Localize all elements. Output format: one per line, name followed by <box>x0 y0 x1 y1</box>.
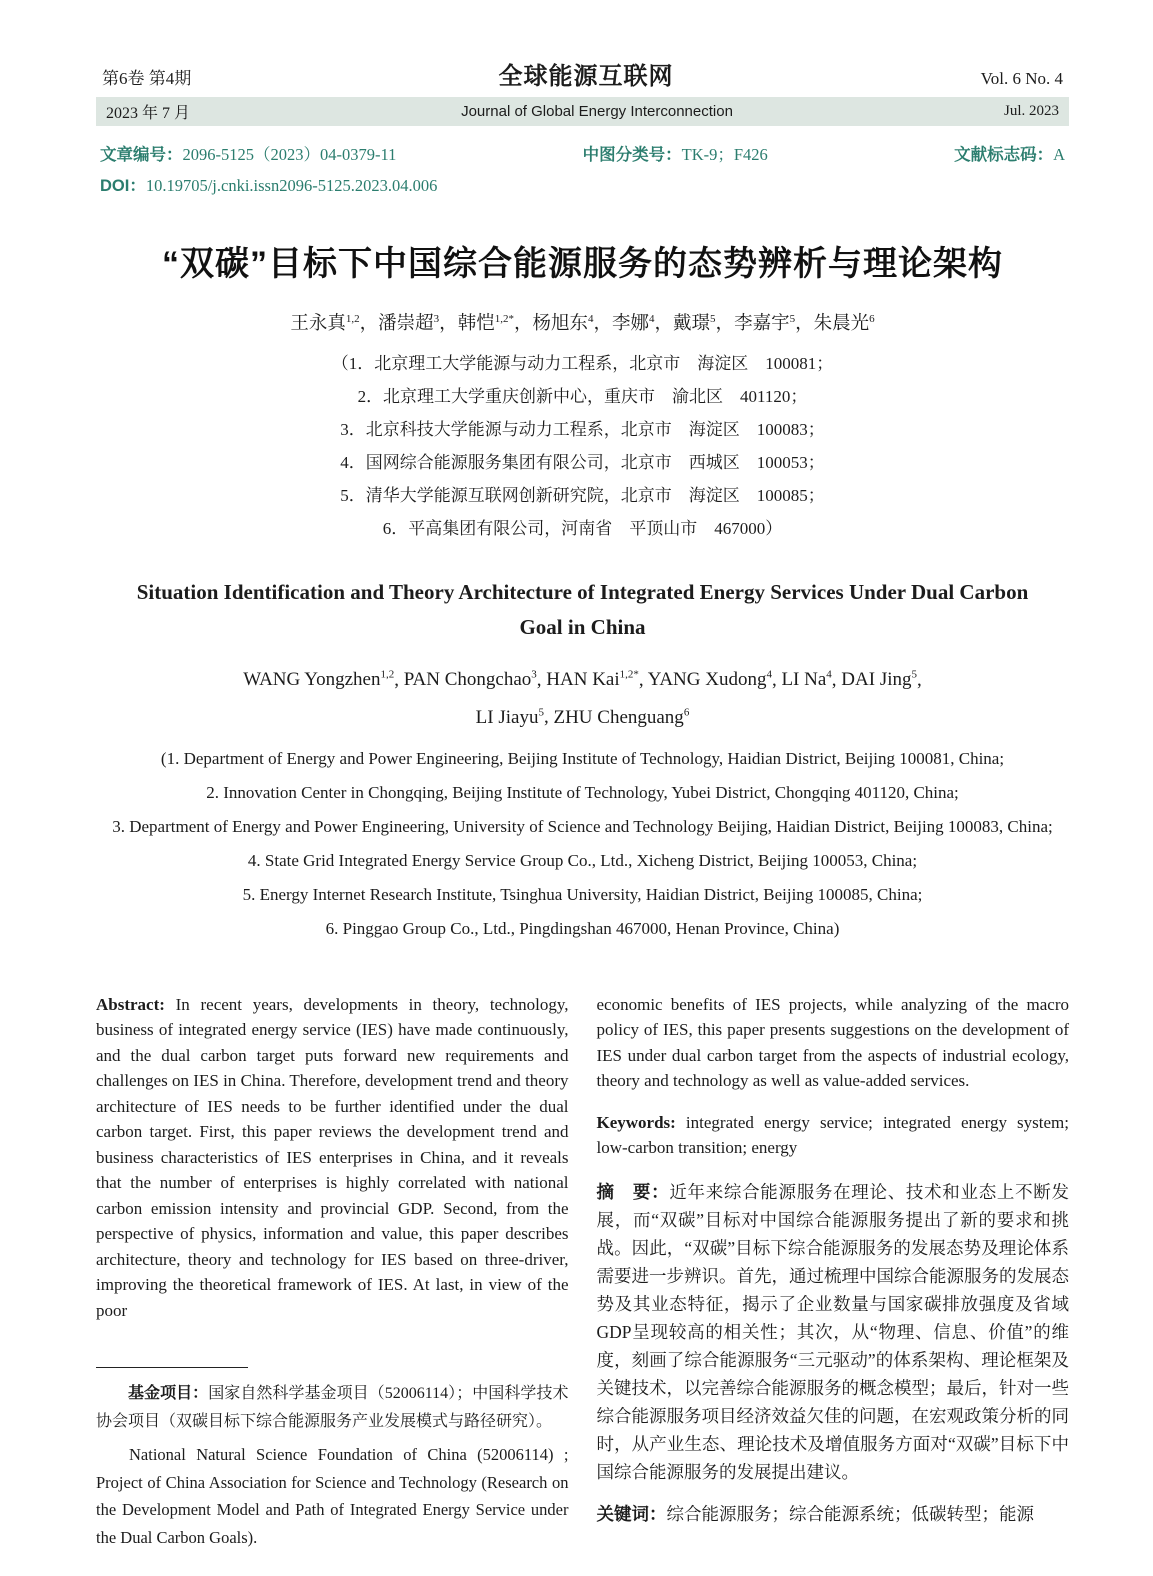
keywords-en-label: Keywords: <box>596 1112 676 1132</box>
article-id-label: 文章编号： <box>100 146 183 164</box>
affiliation-line: (1. Department of Energy and Power Engineering, Beijing Institute of Technology, Haidian District, Beijing 100081, China; <box>160 748 1005 768</box>
affiliations-cn <box>96 347 1069 545</box>
author-name: ZHU Chenguang$^6$ <box>553 706 690 728</box>
author-name: HAN Kai$^{1,2*}$ <box>546 669 639 691</box>
document-code-value: A <box>1053 145 1065 164</box>
authors-cn: 王永真$^{1,2}$，潘崇超$^3$，韩恺$^{1,2*}$，杨旭东$^4$，李娜$^4$，戴璟$^5$，李嘉宇$^5$，朱晨光$^6$ <box>290 312 875 334</box>
author-name: PAN Chongchao$^3$ <box>403 669 537 691</box>
journal-title-cn: 全球能源互联网 <box>498 63 674 90</box>
authors-en-line: WANG Yongzhen$^{1,2}$, PAN Chongchao$^3$, HAN Kai$^{1,2*}$, YANG Xudong$^4$, LI Na$^4$, DAI Jing$^5$, <box>243 669 922 691</box>
document-code <box>954 141 1065 165</box>
article-id-value: 2096-5125（2023）04-0379-11 <box>182 145 397 164</box>
author-affiliation-superscript: 1,2* <box>494 312 514 325</box>
author-name: YANG Xudong$^4$ <box>647 669 772 691</box>
footnote-en: National Natural Science Foundation of China (52006114) ; Project of China Association for Science and Technology (Research on the Development Model and Path of Integrated Energy Service under the Dual Carbon Goals). <box>96 1445 569 1547</box>
abstract-columns <box>96 992 1069 1552</box>
footnote-divider <box>96 1367 248 1368</box>
keywords-cn-label: 关键词： <box>596 1503 667 1524</box>
keywords-en <box>597 1110 1070 1161</box>
author-name: WANG Yongzhen$^{1,2}$ <box>243 669 395 691</box>
author-affiliation-superscript: 5 <box>911 669 917 681</box>
journal-date-cn: 2023 年 7 月 <box>106 105 191 122</box>
article-title-en: Situation Identification and Theory Architecture of Integrated Energy Services Under Dual Carbon Goal in China <box>136 580 1029 639</box>
footnote <box>96 1367 569 1551</box>
author-affiliation-superscript: 5 <box>538 706 544 719</box>
journal-volume-issue-en: Vol. 6 No. 4 <box>980 69 1063 88</box>
article-meta <box>96 141 1069 196</box>
article-doi <box>100 172 1065 196</box>
affiliation-line: 6．平高集团有限公司，河南省 平顶山市 467000） <box>382 519 783 538</box>
author-affiliation-superscript: 4 <box>826 669 832 681</box>
author-name: 戴璟$^5$ <box>673 312 716 334</box>
keywords-cn-text: 综合能源服务；综合能源系统；低碳转型；能源 <box>666 1503 1034 1524</box>
author-name: 韩恺$^{1,2*}$ <box>457 312 514 334</box>
author-affiliation-superscript: 3 <box>531 669 537 681</box>
author-affiliation-superscript: 6 <box>869 312 875 325</box>
clc-value: TK-9；F426 <box>681 145 768 164</box>
affiliation-line: 3．北京科技大学能源与动力工程系，北京市 海淀区 100083； <box>340 420 825 439</box>
keywords-cn <box>597 1500 1070 1528</box>
affiliation-line: 4．国网综合能源服务集团有限公司，北京市 西城区 100053； <box>340 453 825 472</box>
author-affiliation-superscript: 4 <box>766 669 772 681</box>
affiliation-line: 5. Energy Internet Research Institute, Tsinghua University, Haidian District, Beijing 100085, China; <box>242 884 923 904</box>
affiliation-line: （1．北京理工大学能源与动力工程系，北京市 海淀区 100081； <box>331 354 834 373</box>
author-name: DAI Jing$^5$ <box>841 669 917 691</box>
affiliation-line: 4. State Grid Integrated Energy Service Group Co., Ltd., Xicheng District, Beijing 100053, China; <box>247 850 918 870</box>
abstract-en-part1-text: In recent years, developments in theory, technology, business of integrated energy service (IES) have made continuously, and the dual carbon target puts forward new requirements and challenges on IES in China. Therefore, development trend and theory architecture of IES needs to be further identified under the dual carbon target. First, this paper reviews the development trend and business characteristics of IES enterprises in China, and it reveals that the number of enterprises is highly correlated with national carbon emission intensity and provincial GDP. Second, from the perspective of physics, information and value, this paper describes architecture, theory and technology for IES based on three-driver, improving the theoretical framework of IES. At last, in view of the poor <box>96 994 569 1320</box>
affiliation-line: 2. Innovation Center in Chongqing, Beijing Institute of Technology, Yubei District, Chongqing 401120, China; <box>206 782 959 802</box>
affiliation-line: 2．北京理工大学重庆创新中心，重庆市 渝北区 401120； <box>357 387 808 406</box>
abstract-cn <box>597 1178 1070 1486</box>
clc-label: 中图分类号： <box>582 146 682 164</box>
journal-date-en: Jul. 2023 <box>1003 103 1059 119</box>
journal-header-top-row <box>96 56 1069 97</box>
author-affiliation-superscript: 3 <box>433 312 440 325</box>
footnote-cn <box>96 1380 569 1435</box>
affiliations-en <box>96 742 1069 946</box>
journal-volume-issue-cn: 第6卷 第4期 <box>102 69 192 88</box>
author-name: 杨旭东$^4$ <box>532 312 594 334</box>
keywords-en-text: integrated energy service; integrated energy system; low-carbon transition; energy <box>596 1112 1069 1158</box>
left-column <box>96 992 569 1552</box>
author-affiliation-superscript: 1,2* <box>619 669 639 681</box>
abstract-cn-text: 近年来综合能源服务在理论、技术和业态上不断发展，而“双碳”目标对中国综合能源服务提出了新的要求和挑战。因此，“双碳”目标下综合能源服务的发展态势及理论体系需要进一步辨识。首先，通过梳理中国综合能源服务的发展态势及其业态特征，揭示了企业数量与国家碳排放强度及省域GDP呈现较高的相关性；其次，从“物理、信息、价值”的维度，刻画了综合能源服务“三元驱动”的体系架构、理论框架及关键技术，以完善综合能源服务的概念模型；最后，针对一些综合能源服务项目经济效益欠佳的问题，在宏观政策分析的同时，从产业生态、理论技术及增值服务方面对“双碳”目标下中国综合能源服务的发展提出建议。 <box>596 1181 1070 1482</box>
affiliation-line: 3. Department of Energy and Power Engineering, University of Science and Technology Beijing, Haidian District, Beijing 100083, China; <box>112 816 1053 836</box>
abstract-label: Abstract: <box>96 994 165 1014</box>
author-name: 李娜$^4$ <box>612 312 655 334</box>
author-name: 潘崇超$^3$ <box>378 312 440 334</box>
affiliation-line: 6. Pinggao Group Co., Ltd., Pingdingshan 467000, Henan Province, China) <box>325 918 840 938</box>
journal-header-band <box>96 97 1069 126</box>
author-name: LI Na$^4$ <box>781 669 832 691</box>
author-name: 王永真$^{1,2}$ <box>290 312 360 334</box>
author-affiliation-superscript: 1,2 <box>380 669 395 681</box>
author-affiliation-superscript: 4 <box>587 312 594 325</box>
article-id <box>100 141 396 165</box>
journal-header <box>96 56 1069 126</box>
author-affiliation-superscript: 5 <box>710 312 716 325</box>
doi-label: DOI： <box>100 177 146 195</box>
author-affiliation-superscript: 5 <box>789 312 796 325</box>
author-name: 朱晨光$^6$ <box>813 312 875 334</box>
funding-text-cn: 国家自然科学基金项目（52006114）；中国科学技术协会项目（双碳目标下综合能源服务产业发展模式与路径研究）。 <box>96 1385 569 1430</box>
document-code-label: 文献标志码： <box>954 146 1054 164</box>
abstract-en-part2: economic benefits of IES projects, while analyzing of the macro policy of IES, this paper presents suggestions on the development of IES under dual carbon target from the aspects of industrial ecology, theory and technology as well as value-added services. <box>596 994 1069 1091</box>
affiliation-line: 5．清华大学能源互联网创新研究院，北京市 海淀区 100085； <box>340 486 825 505</box>
journal-title-en: Journal of Global Energy Interconnection <box>461 103 733 120</box>
article-title-cn: “双碳”目标下中国综合能源服务的态势辨析与理论架构 <box>162 245 1003 283</box>
article-meta-row1 <box>100 141 1065 165</box>
right-column <box>597 992 1070 1552</box>
author-affiliation-superscript: 6 <box>683 706 690 719</box>
funding-label: 基金项目： <box>128 1385 209 1403</box>
clc-number <box>583 141 768 165</box>
authors-en-line: LI Jiayu$^5$, ZHU Chenguang$^6$ <box>475 706 690 728</box>
authors-en <box>96 659 1069 734</box>
author-name: LI Jiayu$^5$ <box>475 706 544 728</box>
doi-value: 10.19705/j.cnki.issn2096-5125.2023.04.006 <box>145 176 438 195</box>
author-affiliation-superscript: 1,2 <box>345 312 360 325</box>
author-name: 李嘉宇$^5$ <box>734 312 796 334</box>
abstract-en-part1 <box>96 992 569 1324</box>
abstract-cn-label: 摘 要： <box>596 1181 670 1202</box>
author-affiliation-superscript: 4 <box>649 312 655 325</box>
